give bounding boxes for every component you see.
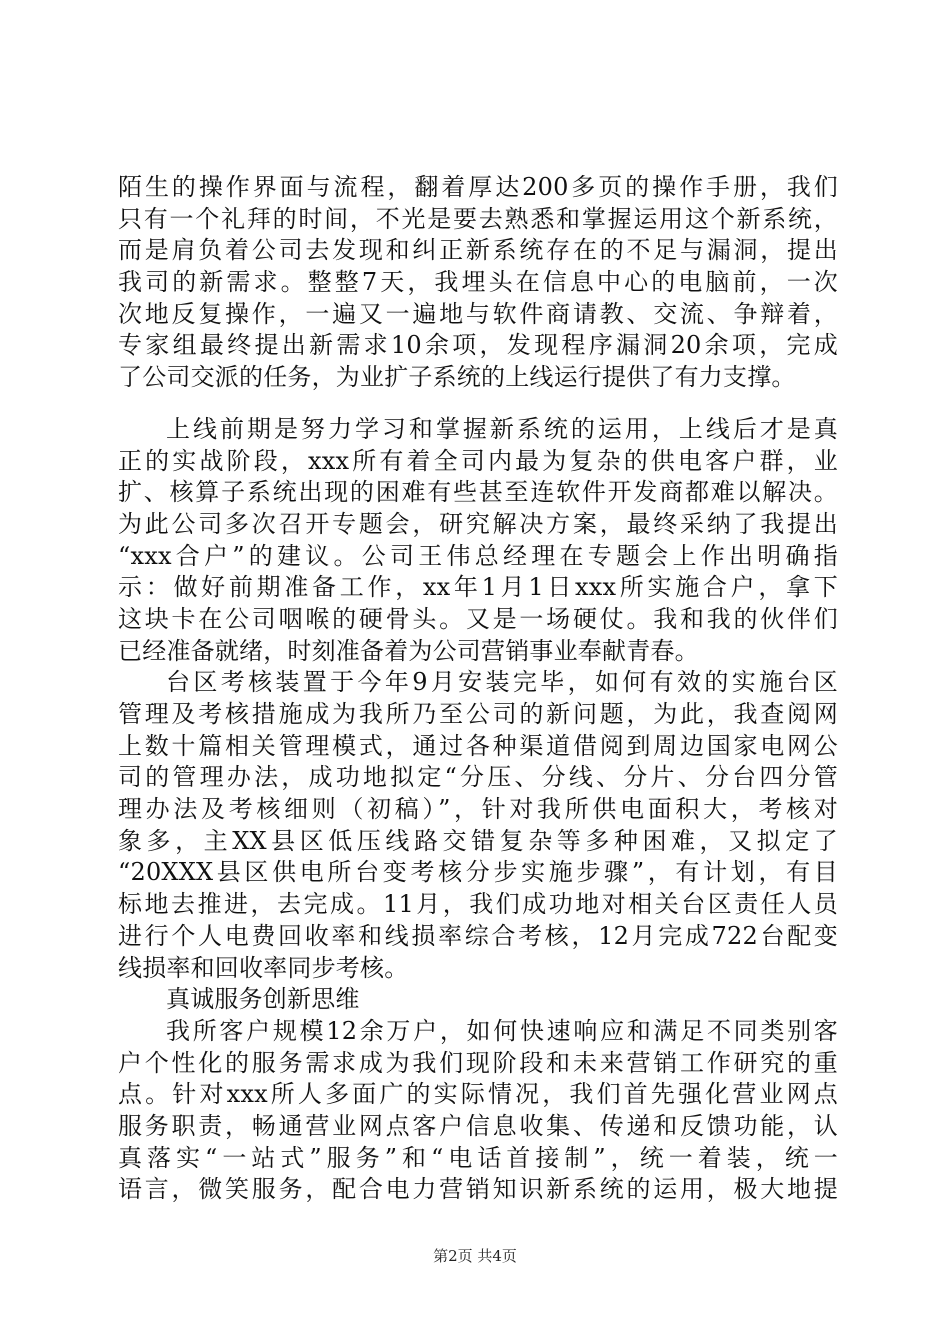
paragraph-line: 陌生的操作界面与流程，翻着厚达200多页的操作手册，我们 <box>118 173 838 201</box>
paragraph-line: 线损率和回收率同步考核。 <box>118 953 409 982</box>
paragraph-line: 而是肩负着公司去发现和纠正新系统存在的不足与漏洞，提出 <box>118 236 838 265</box>
page-footer: 第2页 共4页 <box>433 1247 517 1265</box>
paragraph-line: 次地反复操作，一遍又一遍地与软件商请教、交流、争辩着， <box>118 299 838 328</box>
paragraph-line: 为此公司多次召开专题会，研究解决方案，最终采纳了我提出 <box>118 509 838 538</box>
paragraph-line: “20XXX县区供电所台变考核分步实施步骤”，有计划，有目 <box>118 858 838 887</box>
paragraph-line: 语言，微笑服务，配合电力营销知识新系统的运用，极大地提 <box>118 1175 838 1204</box>
paragraph-gap <box>118 394 838 414</box>
paragraph-line: 上数十篇相关管理模式，通过各种渠道借阅到周边国家电网公 <box>118 731 838 760</box>
paragraph-line: 这块卡在公司咽喉的硬骨头。又是一场硬仗。我和我的伙伴们 <box>118 604 838 633</box>
paragraph-line: 台区考核装置于今年9月安装完毕，如何有效的实施台区 <box>166 668 838 697</box>
paragraph-line: 服务职责，畅通营业网点客户信息收集、传递和反馈功能，认 <box>118 1111 838 1140</box>
paragraph-line: 上线前期是努力学习和掌握新系统的运用，上线后才是真 <box>166 414 838 443</box>
paragraph-line: 专家组最终提出新需求10余项，发现程序漏洞20余项，完成 <box>118 331 838 360</box>
paragraph-line: 了公司交派的任务，为业扩子系统的上线运行提供了有力支撑。 <box>118 363 796 392</box>
paragraph-line: 已经准备就绪，时刻准备着为公司营销事业奉献青春。 <box>118 636 699 665</box>
document-body <box>118 172 838 1206</box>
paragraph-line: 扩、核算子系统出现的困难有些甚至连软件开发商都难以解决。 <box>118 478 838 507</box>
paragraph-line: 正的实战阶段，xxx所有着全司内最为复杂的供电客户群，业 <box>118 446 838 475</box>
paragraph-line: 司的管理办法，成功地拟定“分压、分线、分片、分台四分管 <box>118 763 838 792</box>
paragraph-line: 只有一个礼拜的时间，不光是要去熟悉和掌握运用这个新系统， <box>118 204 838 233</box>
paragraph-line: 进行个人电费回收率和线损率综合考核，12月完成722台配变 <box>118 921 838 950</box>
paragraph-line: “xxx合户”的建议。公司王伟总经理在专题会上作出明确指 <box>118 541 838 570</box>
paragraph-line: 点。针对xxx所人多面广的实际情况，我们首先强化营业网点 <box>118 1080 838 1109</box>
paragraph-line: 象多，主XX县区低压线路交错复杂等多种困难，又拟定了 <box>118 826 838 855</box>
paragraph-line: 真落实“一站式”服务”和“电话首接制”，统一着装，统一 <box>118 1143 838 1172</box>
paragraph-line: 理办法及考核细则（初稿）”，针对我所供电面积大，考核对 <box>118 795 838 824</box>
paragraph-line: 示：做好前期准备工作，xx年1月1日xxx所实施合户，拿下 <box>118 573 838 602</box>
section-heading: 真诚服务创新思维 <box>166 985 360 1014</box>
paragraph-line: 管理及考核措施成为我所乃至公司的新问题，为此，我查阅网 <box>118 700 838 728</box>
paragraph-line: 我所客户规模12余万户，如何快速响应和满足不同类别客 <box>166 1016 838 1045</box>
paragraph-line: 标地去推进，去完成。11月，我们成功地对相关台区责任人员 <box>118 890 838 919</box>
paragraph-line: 户个性化的服务需求成为我们现阶段和未来营销工作研究的重 <box>118 1048 838 1077</box>
paragraph-line: 我司的新需求。整整7天，我埋头在信息中心的电脑前，一次 <box>118 268 838 297</box>
